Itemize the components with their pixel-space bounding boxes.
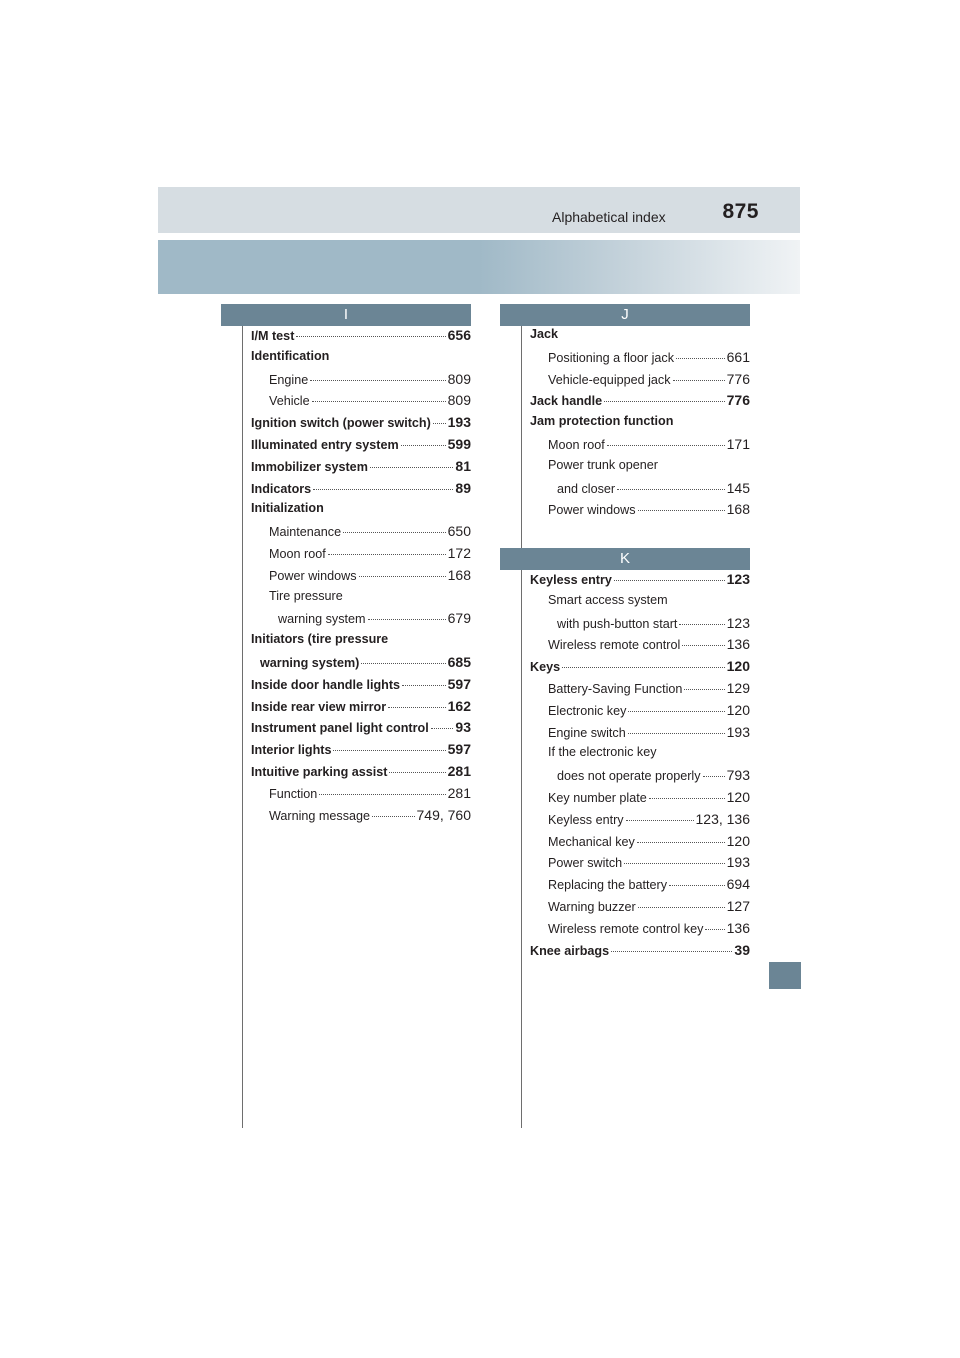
index-entry-text: If the electronic key (548, 745, 657, 760)
section-header-i: I (221, 304, 471, 326)
index-entry-text: Warning message (269, 808, 371, 823)
index-entry-page: 81 (455, 457, 471, 474)
index-entry (530, 920, 750, 942)
index-entry (530, 371, 750, 393)
index-entry-text: Warning buzzer (548, 899, 636, 914)
index-list-j (530, 327, 750, 523)
index-entry (530, 854, 750, 876)
index-entry-text: Identification (251, 348, 330, 363)
index-entry-text: Positioning a floor jack (548, 350, 675, 365)
index-entry-page: 39 (734, 941, 750, 958)
index-entry (530, 658, 750, 680)
index-entry-text: Jack (530, 327, 559, 341)
index-entry (530, 327, 750, 349)
index-entry-page: 776 (726, 370, 750, 387)
index-entry (530, 636, 750, 658)
index-entry-text: I/M test (251, 329, 295, 343)
dot-leader (312, 401, 446, 402)
index-entry-page: 120 (726, 658, 750, 675)
dot-leader (328, 554, 446, 555)
index-entry (530, 876, 750, 898)
chapter-side-tab (769, 962, 801, 989)
page-number: 875 (722, 200, 759, 223)
index-entry-text: warning system) (260, 655, 360, 670)
index-entry-text: Engine switch (548, 725, 626, 740)
index-entry (251, 763, 471, 785)
index-entry-page: 120 (726, 832, 750, 849)
index-entry (530, 392, 750, 414)
index-entry-page: 168 (726, 501, 750, 518)
index-entry-page: 127 (726, 897, 750, 914)
dot-leader (296, 336, 445, 337)
dot-leader (370, 467, 454, 468)
index-entry-page: 120 (726, 701, 750, 718)
index-entry-text: Key number plate (548, 790, 647, 805)
index-entry (530, 571, 750, 593)
column-divider-left (242, 304, 243, 1128)
dot-leader (628, 733, 725, 734)
index-entry (530, 680, 750, 702)
index-entry (530, 811, 750, 833)
index-entry (251, 589, 471, 611)
index-entry-page: 597 (447, 741, 471, 758)
index-entry (251, 698, 471, 720)
column-divider-middle (521, 304, 522, 1128)
index-entry-page: 193 (726, 723, 750, 740)
index-entry (530, 414, 750, 436)
dot-leader (313, 489, 453, 490)
index-list-i (251, 327, 471, 828)
dot-leader (705, 929, 724, 930)
index-entry-page: 599 (447, 435, 471, 452)
index-entry-text: with push-button start (557, 616, 678, 631)
index-entry-text: Immobilizer system (251, 459, 368, 474)
dot-leader (682, 645, 724, 646)
dot-leader (607, 445, 725, 446)
dot-leader (679, 624, 724, 625)
index-entry-text: warning system (278, 612, 366, 627)
index-entry (530, 898, 750, 920)
dot-leader (388, 707, 446, 708)
index-entry-text: and closer (557, 481, 616, 496)
dot-leader (611, 951, 732, 952)
header-band (158, 187, 800, 233)
index-entry (251, 371, 471, 393)
index-entry-text: Jack handle (530, 394, 603, 409)
header-gradient-band (158, 240, 800, 294)
index-entry-page: 120 (726, 788, 750, 805)
dot-leader (319, 794, 445, 795)
index-entry-page: 162 (447, 697, 471, 714)
index-entry (251, 567, 471, 589)
index-entry (530, 436, 750, 458)
index-list-k (530, 571, 750, 963)
index-entry (251, 392, 471, 414)
index-entry (251, 523, 471, 545)
index-entry-text: Moon roof (269, 546, 326, 561)
index-entry-page: 145 (726, 479, 750, 496)
dot-leader (401, 445, 446, 446)
dot-leader (669, 885, 725, 886)
index-entry-page: 809 (447, 392, 471, 409)
index-entry (251, 785, 471, 807)
index-entry-text: Keyless entry (530, 573, 612, 587)
index-entry-text: Power switch (548, 856, 623, 871)
dot-leader (604, 401, 725, 402)
index-entry-text: Power windows (548, 503, 636, 518)
index-entry-text: Knee airbags (530, 943, 610, 958)
index-entry-text: Maintenance (269, 525, 342, 540)
index-entry (530, 724, 750, 746)
index-entry-page: 776 (726, 392, 750, 409)
index-entry (530, 480, 750, 502)
index-entry-page: 597 (447, 675, 471, 692)
index-entry (251, 654, 471, 676)
index-entry-text: Mechanical key (548, 834, 635, 849)
section-header-k: K (500, 548, 750, 570)
index-entry-text: Ignition switch (power switch) (251, 416, 431, 431)
index-entry-page: 123 (726, 614, 750, 631)
page-title: Alphabetical index (552, 209, 666, 225)
index-entry-text: Engine (269, 372, 309, 387)
index-entry (251, 349, 471, 371)
index-entry-page: 661 (726, 348, 750, 365)
index-entry (530, 789, 750, 811)
index-entry-page: 123 (726, 571, 750, 587)
dot-leader (626, 820, 694, 821)
index-entry-page: 656 (447, 327, 471, 343)
index-entry-text: Function (269, 786, 318, 801)
dot-leader (343, 532, 446, 533)
index-entry-text: Initialization (251, 501, 324, 516)
index-entry (530, 767, 750, 789)
index-entry-text: Power windows (269, 568, 357, 583)
index-entry-page: 679 (447, 610, 471, 627)
dot-leader (703, 776, 725, 777)
index-entry-page: 136 (726, 919, 750, 936)
index-entry (530, 615, 750, 637)
index-entry-page: 650 (447, 523, 471, 540)
index-entry-text: Replacing the battery (548, 878, 668, 893)
index-entry-page: 685 (447, 653, 471, 670)
index-entry (251, 436, 471, 458)
dot-leader (389, 772, 445, 773)
dot-leader (359, 576, 446, 577)
dot-leader (562, 667, 725, 668)
index-entry-text: Jam protection function (530, 414, 674, 429)
index-entry-text: Tire pressure (269, 588, 343, 603)
index-entry-text: Keyless entry (548, 812, 624, 827)
dot-leader (637, 842, 725, 843)
index-entry (530, 745, 750, 767)
index-entry (530, 349, 750, 371)
dot-leader (361, 663, 445, 664)
index-entry (251, 632, 471, 654)
index-entry (251, 676, 471, 698)
index-entry-page: 168 (447, 566, 471, 583)
index-entry-text: Interior lights (251, 743, 332, 758)
index-entry (530, 833, 750, 855)
dot-leader (673, 380, 725, 381)
dot-leader (310, 380, 445, 381)
index-entry-page: 193 (726, 854, 750, 871)
dot-leader (614, 580, 725, 581)
index-entry-text: Smart access system (548, 592, 668, 607)
index-entry (251, 807, 471, 829)
index-entry (251, 719, 471, 741)
index-entry-text: Inside door handle lights (251, 677, 401, 692)
index-entry-text: Moon roof (548, 437, 605, 452)
index-entry-page: 123, 136 (695, 810, 750, 827)
index-entry-text: Battery-Saving Function (548, 681, 683, 696)
dot-leader (638, 510, 725, 511)
index-entry-text: Wireless remote control (548, 638, 681, 653)
index-entry-text: Vehicle (269, 394, 310, 409)
index-entry (251, 545, 471, 567)
index-entry-text: Keys (530, 660, 561, 675)
index-entry-text: Initiators (tire pressure (251, 632, 389, 647)
dot-leader (684, 689, 724, 690)
dot-leader (402, 685, 446, 686)
dot-leader (372, 816, 414, 817)
dot-leader (638, 907, 725, 908)
index-entry-page: 694 (726, 876, 750, 893)
index-entry-page: 93 (455, 719, 471, 736)
index-entry-page: 172 (447, 544, 471, 561)
index-entry (530, 593, 750, 615)
index-entry (530, 501, 750, 523)
index-entry (530, 942, 750, 964)
dot-leader (676, 358, 725, 359)
index-entry (251, 741, 471, 763)
index-entry-page: 89 (455, 479, 471, 496)
index-entry-text: Intuitive parking assist (251, 764, 388, 779)
index-entry-page: 809 (447, 370, 471, 387)
index-entry (530, 458, 750, 480)
section-header-j: J (500, 304, 750, 326)
index-entry (251, 458, 471, 480)
index-entry-text: Electronic key (548, 703, 627, 718)
index-entry-page: 171 (726, 435, 750, 452)
dot-leader (368, 619, 446, 620)
index-entry-text: does not operate properly (557, 769, 701, 784)
index-entry-page: 129 (726, 679, 750, 696)
index-entry-page: 281 (447, 762, 471, 779)
index-entry (251, 501, 471, 523)
index-entry-text: Vehicle-equipped jack (548, 372, 671, 387)
dot-leader (433, 423, 446, 424)
index-entry-text: Indicators (251, 481, 312, 496)
index-entry-text: Inside rear view mirror (251, 699, 387, 714)
index-entry-text: Wireless remote control key (548, 921, 704, 936)
index-entry-page: 793 (726, 767, 750, 784)
index-entry-page: 136 (726, 636, 750, 653)
index-entry-text: Power trunk opener (548, 457, 658, 472)
dot-leader (333, 750, 445, 751)
index-entry (251, 414, 471, 436)
index-entry (251, 480, 471, 502)
index-entry (530, 702, 750, 724)
index-entry-text: Instrument panel light control (251, 721, 429, 736)
dot-leader (617, 489, 725, 490)
index-entry (251, 327, 471, 349)
index-entry (251, 610, 471, 632)
dot-leader (624, 863, 724, 864)
index-entry-page: 281 (447, 784, 471, 801)
dot-leader (431, 728, 454, 729)
index-entry-text: Illuminated entry system (251, 437, 399, 452)
index-entry-page: 193 (447, 414, 471, 431)
dot-leader (628, 711, 724, 712)
dot-leader (649, 798, 725, 799)
index-entry-page: 749, 760 (416, 806, 471, 823)
